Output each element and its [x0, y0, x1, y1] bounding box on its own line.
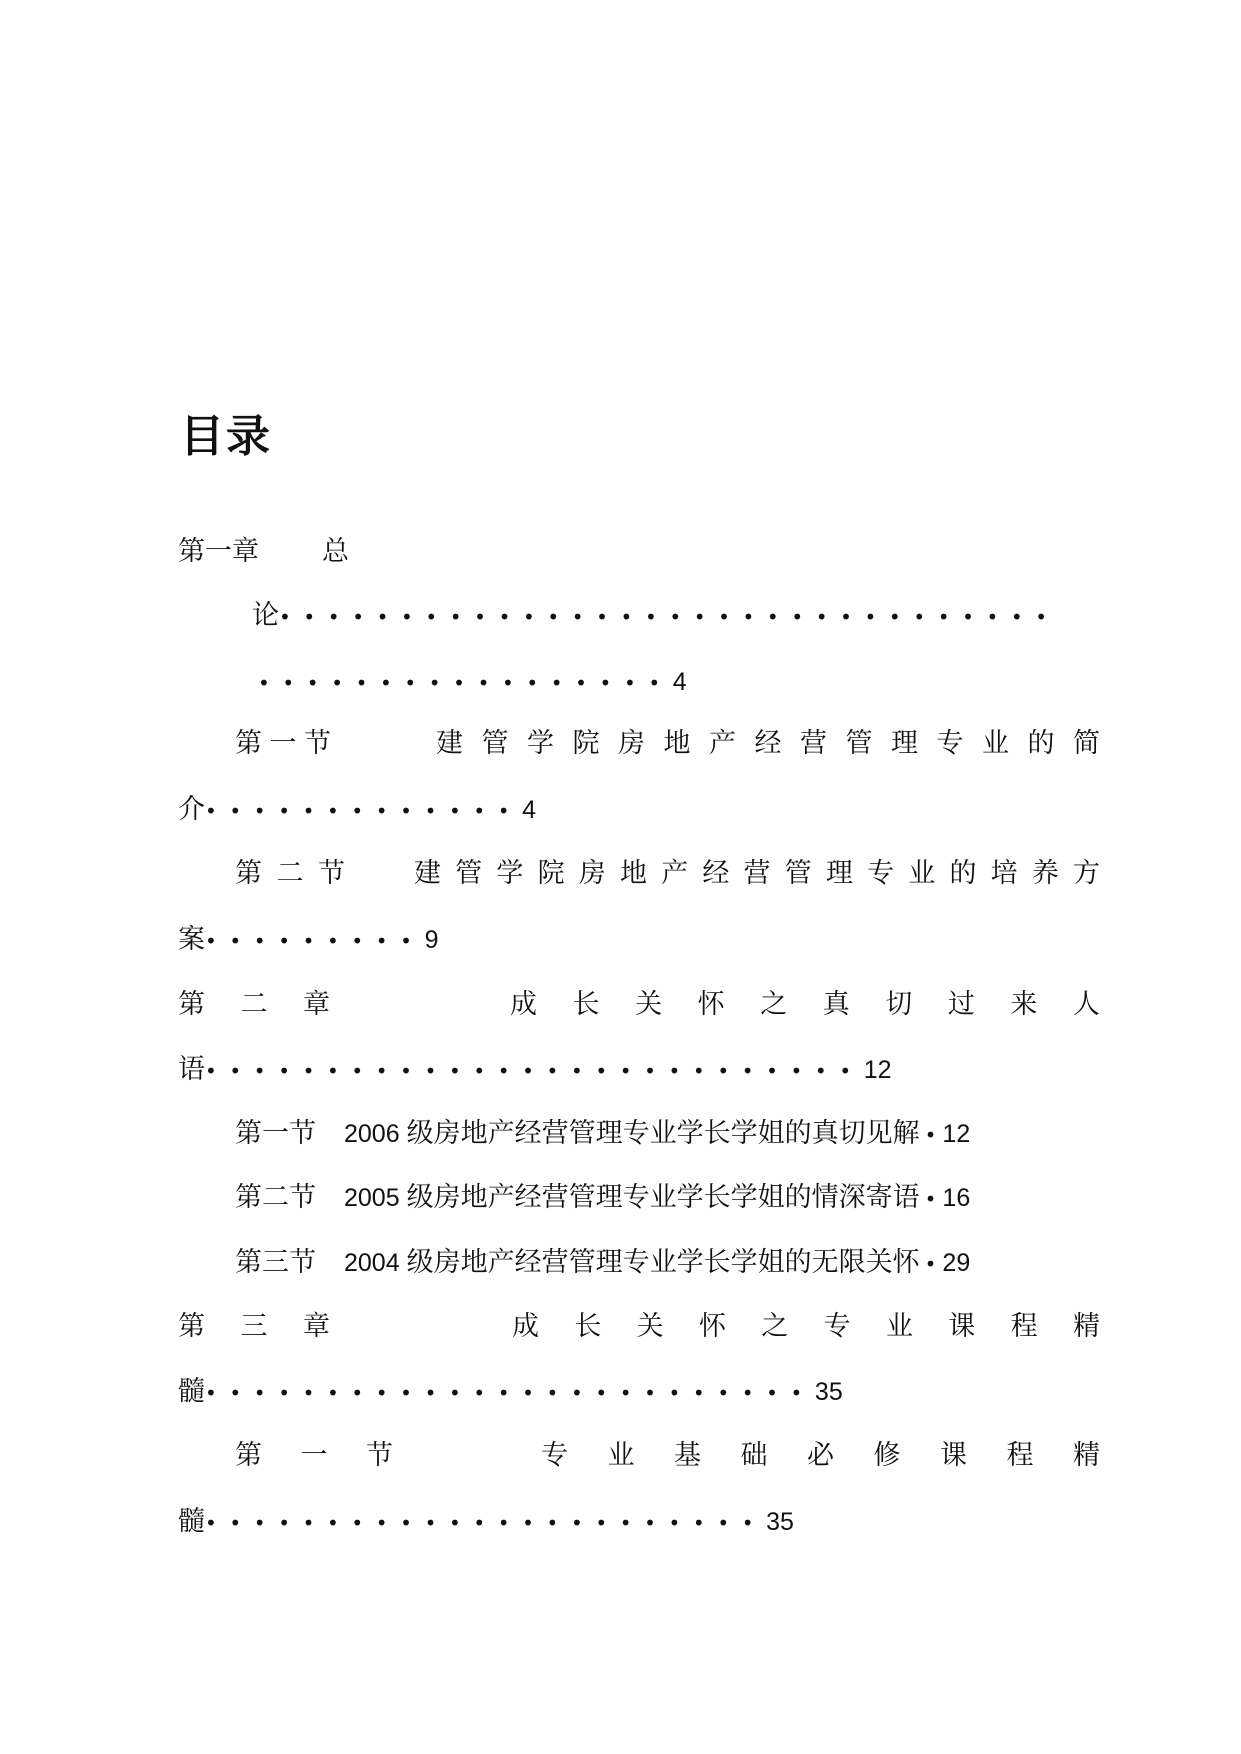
toc-char: 学 [527, 728, 554, 759]
chapter-title-cont: 髓 [178, 1376, 205, 1407]
toc-char: 长 [574, 1311, 602, 1342]
leader-dots: ••••••••••••••••••••••••••• [205, 1059, 864, 1083]
toc-char: 成 [512, 1311, 539, 1342]
section-year: 2006 [344, 1120, 400, 1148]
toc-char: 管 [455, 858, 483, 889]
chapter-label: 第一章 [178, 536, 259, 567]
toc-char: 管 [845, 728, 873, 759]
leader-dots: ••••••••• [205, 929, 425, 953]
toc-char: 人 [1072, 989, 1100, 1020]
toc-char: 精 [1073, 1440, 1100, 1471]
toc-entry-ch1-cont [252, 602, 1060, 629]
section-label [235, 1442, 393, 1469]
toc-entry-ch1s1-cont [178, 796, 536, 823]
section-year: 2004 [344, 1249, 400, 1277]
toc-char: 成 [510, 989, 537, 1020]
toc-entry-ch1-page-line [258, 668, 687, 695]
section-title-cont: 介 [178, 794, 205, 825]
toc-char: 养 [1031, 858, 1059, 889]
toc-char: 第 [178, 989, 205, 1020]
toc-char: 三 [240, 1311, 268, 1342]
toc-char: 关 [636, 1311, 664, 1342]
toc-char: 营 [743, 858, 771, 889]
toc-char: 建 [414, 858, 441, 889]
toc-char: 二 [276, 858, 304, 889]
toc-char: 节 [304, 728, 331, 759]
toc-char: 切 [885, 989, 913, 1020]
section-title: 级房地产经营管理专业学长学姐的无限关怀 [406, 1247, 920, 1278]
toc-char: 第 [178, 1311, 205, 1342]
toc-char: 专 [823, 1311, 851, 1342]
page-number: 12 [942, 1120, 971, 1148]
toc-char: 房 [578, 858, 606, 889]
toc-char: 地 [619, 858, 647, 889]
toc-char: 业 [607, 1440, 635, 1471]
toc-char: 程 [1010, 1311, 1038, 1342]
toc-char: 节 [318, 858, 345, 889]
toc-char: 管 [784, 858, 812, 889]
toc-char: 专 [541, 1440, 568, 1471]
leader-dots: ••••••••••••••••••••••• [205, 1511, 767, 1535]
toc-char: 章 [303, 989, 330, 1020]
toc-char: 专 [867, 858, 895, 889]
toc-entry-ch2-cont [178, 1056, 892, 1083]
section-label: 第二节 [235, 1182, 316, 1213]
toc-char: 基 [674, 1440, 701, 1471]
section-title-cont: 髓 [178, 1506, 205, 1537]
leader-dots: ••••••••••••• [205, 799, 523, 823]
toc-char: 之 [761, 1311, 789, 1342]
toc-char: 课 [948, 1311, 976, 1342]
section-title [436, 730, 1100, 757]
toc-entry-ch1-prefix[interactable] [178, 538, 259, 565]
toc-char: 第 [235, 728, 262, 759]
page-number: 4 [672, 668, 687, 696]
toc-char: 的 [1027, 728, 1055, 759]
toc-entry-ch1-head [322, 538, 349, 565]
section-year: 2005 [344, 1184, 400, 1212]
chapter-title [512, 1313, 1100, 1340]
toc-char: 简 [1073, 728, 1100, 759]
toc-char: 方 [1073, 858, 1100, 889]
chapter-title-cont: 语 [178, 1054, 205, 1085]
toc-char: 营 [800, 728, 827, 759]
toc-char: 础 [740, 1440, 768, 1471]
toc-char: 精 [1072, 1311, 1100, 1342]
toc-char: 一 [300, 1440, 328, 1471]
toc-char: 管 [481, 728, 509, 759]
toc-char: 二 [240, 989, 268, 1020]
toc-char: 程 [1006, 1440, 1034, 1471]
leader-dots: ••••••••••••••••• [258, 671, 673, 695]
toc-char: 怀 [697, 989, 725, 1020]
toc-char: 理 [825, 858, 853, 889]
leader-dots: • [924, 1252, 937, 1276]
toc-char: 专 [936, 728, 964, 759]
toc-char: 经 [702, 858, 730, 889]
page-number: 35 [766, 1508, 794, 1536]
toc-char: 的 [949, 858, 977, 889]
section-label [235, 730, 331, 757]
toc-char: 一 [269, 728, 297, 759]
chapter-title: 总 [322, 536, 349, 567]
section-title: 级房地产经营管理专业学长学姐的情深寄语 [406, 1182, 920, 1213]
section-title [414, 860, 1100, 887]
toc-char: 房 [618, 728, 645, 759]
section-title: 级房地产经营管理专业学长学姐的真切见解 [406, 1118, 920, 1149]
toc-entry-ch2s3[interactable] [235, 1249, 970, 1276]
toc-char: 培 [990, 858, 1018, 889]
toc-char: 院 [537, 858, 565, 889]
leader-dots: ••••••••••••••••••••••••• [205, 1381, 815, 1405]
leader-dots: • [924, 1123, 937, 1147]
toc-char: 业 [982, 728, 1009, 759]
toc-char: 章 [303, 1311, 330, 1342]
toc-char: 怀 [698, 1311, 726, 1342]
toc-char: 院 [572, 728, 600, 759]
toc-char: 必 [807, 1440, 834, 1471]
toc-char: 业 [908, 858, 936, 889]
toc-char: 长 [572, 989, 600, 1020]
section-label: 第三节 [235, 1247, 316, 1278]
leader-dots: •••••••••••••••••••••••••••••••• [279, 605, 1060, 629]
section-label: 第一节 [235, 1118, 316, 1149]
toc-title: 目录 [180, 411, 272, 462]
toc-char: 节 [366, 1440, 393, 1471]
chapter-title-cont: 论 [252, 600, 279, 631]
toc-char: 真 [822, 989, 850, 1020]
toc-char: 学 [496, 858, 524, 889]
page-number: 9 [424, 926, 439, 954]
toc-char: 建 [436, 728, 463, 759]
toc-char: 第 [235, 1440, 262, 1471]
toc-char: 关 [635, 989, 663, 1020]
section-label [235, 860, 345, 887]
toc-entry-ch3-cont [178, 1378, 843, 1405]
toc-char: 第 [235, 858, 262, 889]
toc-char: 修 [873, 1440, 901, 1471]
page-number: 12 [863, 1056, 892, 1084]
toc-char: 地 [663, 728, 691, 759]
toc-char: 产 [709, 728, 736, 759]
section-title [541, 1442, 1100, 1469]
chapter-label [178, 1313, 330, 1340]
section-title-cont: 案 [178, 924, 205, 955]
toc-entry-ch2s1[interactable] [235, 1120, 970, 1147]
toc-char: 业 [885, 1311, 913, 1342]
chapter-label [178, 991, 330, 1018]
page-number: 29 [942, 1249, 971, 1277]
chapter-title [510, 991, 1100, 1018]
toc-char: 产 [661, 858, 689, 889]
page-number: 16 [942, 1184, 971, 1212]
toc-char: 来 [1010, 989, 1038, 1020]
page-number: 35 [814, 1378, 843, 1406]
toc-char: 经 [754, 728, 782, 759]
leader-dots: • [924, 1187, 937, 1211]
toc-char: 过 [947, 989, 975, 1020]
toc-char: 理 [891, 728, 918, 759]
toc-entry-ch2s2[interactable] [235, 1184, 970, 1211]
toc-entry-ch3s1-cont [178, 1508, 794, 1535]
toc-entry-ch1s2-cont [178, 926, 438, 953]
page-number: 4 [522, 796, 537, 824]
toc-char: 课 [940, 1440, 967, 1471]
toc-char: 之 [760, 989, 788, 1020]
